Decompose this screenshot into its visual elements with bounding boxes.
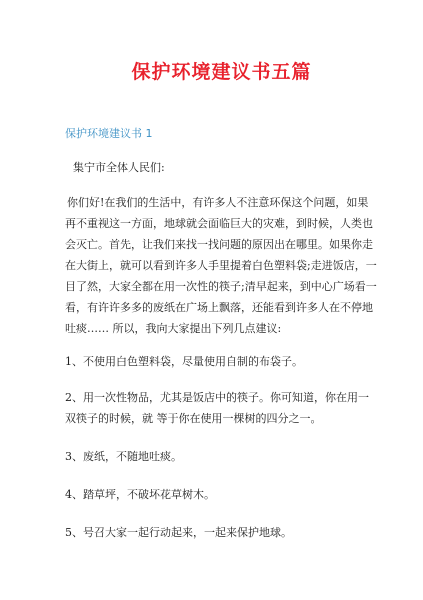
section-heading: 保护环境建议书 1 [65, 127, 153, 140]
suggestion-item-1: 1、不使用白色塑料袋，尽量使用自制的布袋子。 [65, 355, 303, 368]
suggestion-item-5: 5、号召大家一起行动起来，一起来保护地球。 [65, 526, 292, 539]
salutation: 集宁市全体人民们: [73, 161, 165, 174]
suggestion-item-3: 3、废纸，不随地吐痰。 [65, 450, 182, 463]
document-title: 保护环境建议书五篇 [131, 61, 312, 83]
suggestion-item-2: 2、用一次性物品，尤其是饭店中的筷子。你可知道，你在用一双筷子的时候，就 等于你在使用一棵树的四分之一。 [65, 391, 369, 425]
intro-paragraph: 你们好!在我们的生活中，有许多人不注意环保这个问题，如果再不重视这一方面，地球就会面临巨大的灾难，到时候，人类也会灭亡。首先，让我们来找一找问题的原因出在哪里。如果你走在大街上，就可以看到许多人手里提着白色塑料袋;走进饭店，一目了然，大家全都在用一次性的筷子;清早起来，到中心广场看一看，有许许多多的废纸在广场上飘落，还能看到许多人在不停地吐痰…… 所以，我向大家提出下列几点建议: [65, 196, 377, 335]
suggestion-item-4: 4、踏草坪，不破坏花草树木。 [65, 488, 215, 501]
